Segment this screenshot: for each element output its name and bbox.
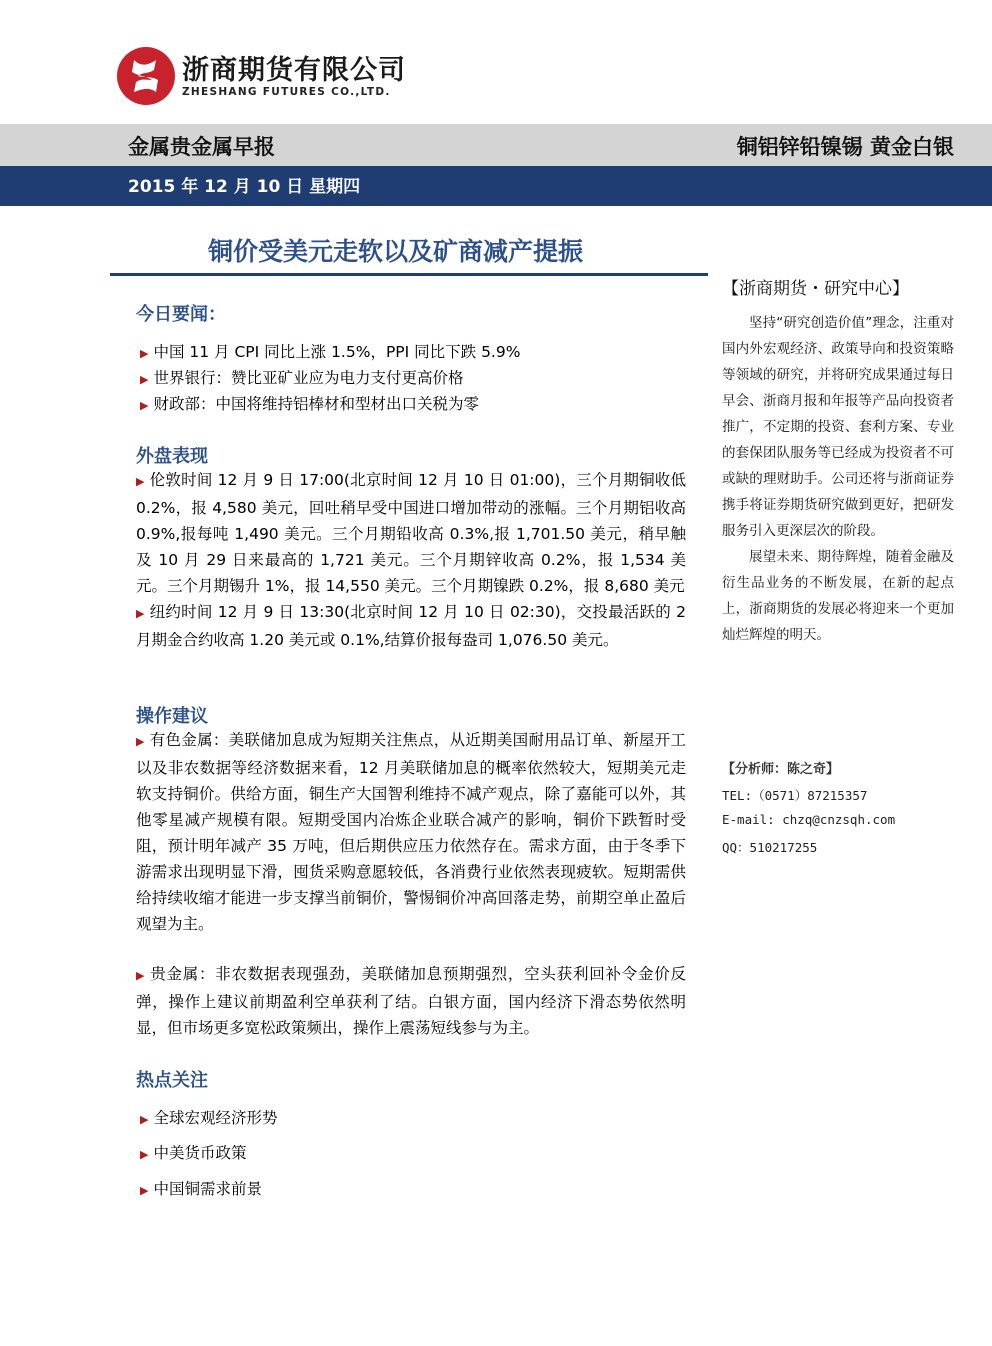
overseas-paragraphs <box>136 467 686 653</box>
section-title-focus: 热点关注 <box>136 1070 208 1091</box>
company-name-cn: 浙商期货有限公司 <box>182 55 406 86</box>
bullet-arrow-icon: ▶ <box>140 399 149 412</box>
headline-divider <box>110 273 708 276</box>
overseas-paragraph-lme: ▶ 伦敦时间 12 月 9 日 17:00(北京时间 12 月 10 日 01:00)，三个月期铜收低 0.2%，报 4,580 美元，回吐稍早受中国进口增加带动的涨幅。三个月期铝收高 0.9%,报每吨 1,490 美元。三个月期铅收高 0.3%,报 1,701.50 美元，稍早触及 10 月 29 日来最高的 1,721 美元。三个月期锌收高 0.2%，报 1,534 美元。三个月期锡升 1%，报 14,550 美元。三个月期镍跌 0.2%，报 8,680 美元 <box>136 471 686 595</box>
bullet-arrow-icon: ▶ <box>136 969 145 982</box>
metals-list: 铜铝锌铅镍锡 黄金白银 <box>736 135 954 159</box>
focus-item: ▶ 中国铜需求前景 <box>140 1180 262 1198</box>
sidebar-title: 【浙商期货・研究中心】 <box>722 279 909 299</box>
bullet-arrow-icon: ▶ <box>136 607 145 620</box>
contact-qq: QQ：510217255 <box>722 840 818 855</box>
advice-paragraph-precious-metals: ▶ 贵金属：非农数据表现强劲，美联储加息预期强烈，空头获利回补令金价反弹，操作上建议前期盈利空单获利了结。白银方面，国内经济下滑态势依然明显，但市场更多宽松政策频出，操作上震荡短线参与为主。 <box>136 965 686 1037</box>
news-item: ▶ 财政部：中国将维持铝棒材和型材出口关税为零 <box>140 395 479 413</box>
report-date: 2015 年 12 月 10 日 星期四 <box>128 177 361 197</box>
company-name-en: ZHESHANG FUTURES CO.,LTD. <box>182 86 391 98</box>
contact-email: E-mail: chzq@cnzsqh.com <box>722 812 896 827</box>
section-title-news: 今日要闻： <box>136 304 226 325</box>
overseas-paragraph-comex: ▶ 纽约时间 12 月 9 日 13:30(北京时间 12 月 10 日 02:30)，交投最活跃的 2 月期金合约收高 1.20 美元或 0.1%,结算价报每盎司 1,076.50 美元。 <box>136 603 686 649</box>
sidebar-intro <box>722 310 954 648</box>
report-type: 金属贵金属早报 <box>128 135 275 159</box>
company-logo-icon <box>116 46 176 106</box>
section-title-overseas: 外盘表现 <box>136 446 208 467</box>
bullet-arrow-icon: ▶ <box>140 373 149 386</box>
sidebar-paragraph: 展望未来、期待辉煌，随着金融及衍生品业务的不断发展，在新的起点上，浙商期货的发展必将迎来一个更加灿烂辉煌的明天。 <box>722 549 954 643</box>
focus-item: ▶ 全球宏观经济形势 <box>140 1109 278 1127</box>
bullet-arrow-icon: ▶ <box>140 1184 149 1197</box>
headline: 铜价受美元走软以及矿商减产提振 <box>208 237 584 266</box>
bullet-arrow-icon: ▶ <box>136 475 145 488</box>
news-item: ▶ 世界银行：赞比亚矿业应为电力支付更高价格 <box>140 369 464 387</box>
bullet-arrow-icon: ▶ <box>140 1113 149 1126</box>
bullet-arrow-icon: ▶ <box>136 735 145 748</box>
advice-paragraph-base-metals: ▶ 有色金属：美联储加息成为短期关注焦点，从近期美国耐用品订单、新屋开工以及非农数据等经济数据来看，12 月美联储加息的概率依然较大，短期美元走软支持铜价。供给方面，铜生产大国智利维持不减产观点，除了嘉能可以外，其他零星减产规模有限。短期受国内冶炼企业联合减产的影响，铜价下跌暂时受阻，预计明年减产 35 万吨，但后期供应压力依然存在。需求方面，由于冬季下游需求出现明显下滑，囤货采购意愿较低，各消费行业依然表现疲软。短期需供给持续收缩才能进一步支撑当前铜价，警惕铜价冲高回落走势，前期空单止盈后观望为主。 <box>136 731 686 933</box>
focus-item: ▶ 中美货币政策 <box>140 1144 247 1162</box>
news-item: ▶ 中国 11 月 CPI 同比上涨 1.5%，PPI 同比下跌 5.9% <box>140 343 521 361</box>
section-title-advice: 操作建议 <box>136 706 208 727</box>
bullet-arrow-icon: ▶ <box>140 1148 149 1161</box>
contact-tel: TEL:（0571）87215357 <box>722 788 868 803</box>
analyst-name: 【分析师：陈之奇】 <box>722 762 840 777</box>
bullet-arrow-icon: ▶ <box>140 347 149 360</box>
sidebar-paragraph: 坚持“研究创造价值”理念，注重对国内外宏观经济、政策导向和投资策略等领域的研究，并将研究成果通过每日早会、浙商月报和年报等产品向投资者推广，不定期的投资、套利方案、专业的套保团队服务等已经成为投资者不可或缺的理财助手。公司还将与浙商证券携手将证券期货研究做到更好，把研发服务引入更深层次的阶段。 <box>722 315 954 539</box>
